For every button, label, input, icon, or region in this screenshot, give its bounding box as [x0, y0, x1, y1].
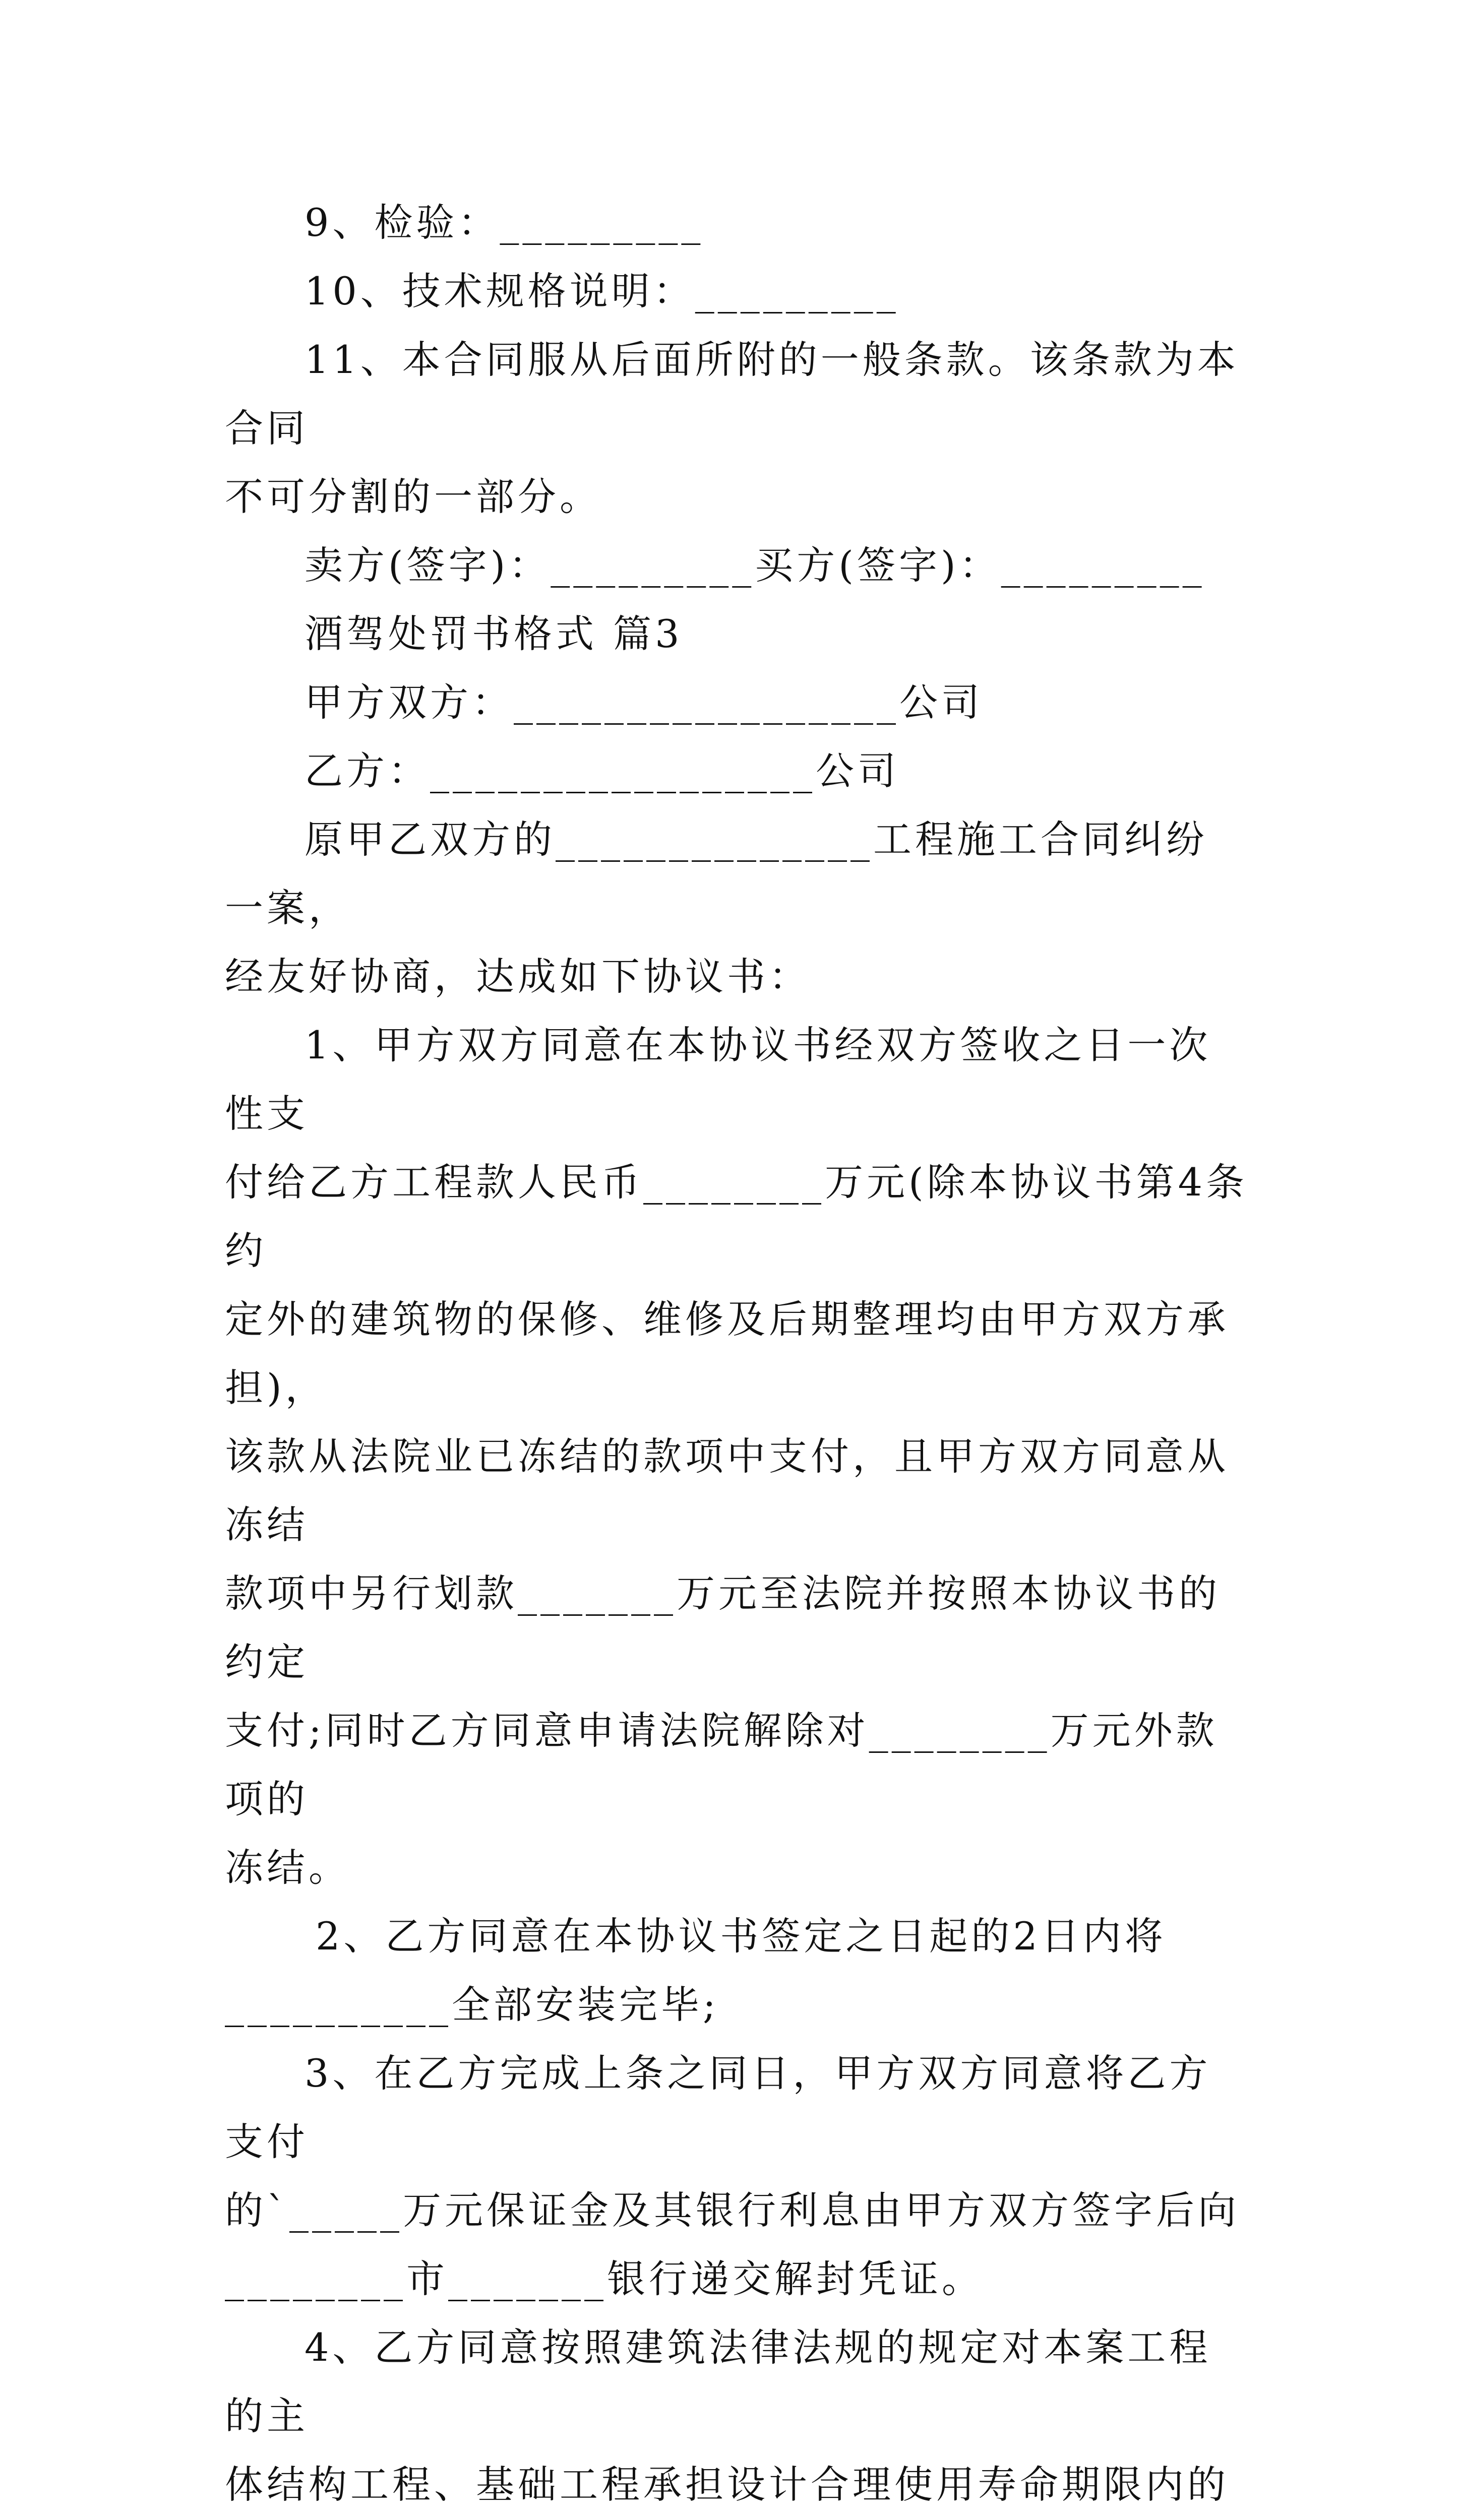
signature-text: 卖方(签字)：_________买方(签字)：_________: [305, 543, 1205, 588]
party-b-line: [225, 737, 1248, 805]
clause-11-line-1: 11、本合同服从后面所附的一般条款。该条款为本合同: [225, 337, 1239, 451]
clause-10-text: 10、技术规格说明：_________: [305, 269, 899, 313]
clause-4-line-2: 体结构工程、基础工程承担设计合理使用寿命期限内的: [225, 2462, 1229, 2507]
clause-11-general-terms: [225, 326, 1248, 531]
clause-1-paragraph: [225, 1011, 1248, 1902]
clause-1-line-2: 付给乙方工程款人民币________万元(除本协议书第4条约: [225, 1160, 1248, 1273]
clause-11-line-2: 不可分割的一部分。: [225, 474, 601, 519]
clause-1-line-5: 款项中另行划款_______万元至法院并按照本协议书的约定: [225, 1571, 1221, 1684]
clause-3-line-1: 3、在乙方完成上条之同日，甲方双方同意将乙方支付: [225, 2051, 1211, 2164]
clause-1-line-1: 1、甲方双方同意在本协议书经双方签收之日一次性支: [225, 1023, 1211, 1136]
section-heading: [225, 600, 1248, 668]
section-heading-text: 酒驾处罚书格式 篇3: [305, 611, 683, 656]
preamble-paragraph: [225, 805, 1248, 1011]
clause-9-text: 9、检验：_________: [305, 200, 704, 245]
party-a-line: [225, 668, 1248, 737]
clause-4-paragraph: [225, 2313, 1248, 2520]
clause-9-inspection: [225, 188, 1248, 257]
party-a-text: 甲方双方：_________________公司: [305, 680, 983, 725]
preamble-line-1: 原甲乙双方的______________工程施工合同纠纷一案，: [225, 817, 1208, 930]
clause-1-line-6: 支付;同时乙方同意申请法院解除对________万元外款项的: [225, 1708, 1218, 1821]
clause-10-tech-spec: [225, 257, 1248, 326]
clause-3-paragraph: [225, 2039, 1248, 2313]
clause-1-line-3: 定外的建筑物的保修、维修及后期整理均由甲方双方承担)，: [225, 1297, 1229, 1410]
clause-3-line-2: 的`_____万元保证金及其银行利息由甲方双方签字后向: [225, 2188, 1240, 2233]
document-body: [225, 188, 1248, 2520]
clause-1-line-4: 该款从法院业已冻结的款项中支付，且甲方双方同意从冻结: [225, 1434, 1229, 1547]
clause-3-line-3: ________市_______银行递交解封凭证。: [225, 2256, 984, 2301]
preamble-line-2: 经友好协商，达成如下协议书：: [225, 954, 811, 999]
clause-2-line-2: __________全部安装完毕;: [225, 1982, 719, 2027]
party-b-text: 乙方：_________________公司: [305, 748, 899, 793]
clause-1-line-7: 冻结。: [225, 1845, 350, 1890]
clause-4-line-1: 4、乙方同意按照建筑法律法规的规定对本案工程的主: [225, 2325, 1211, 2438]
clause-2-paragraph: [225, 1902, 1248, 2039]
clause-2-line-1: 2、乙方同意在本协议书签定之日起的2日内将: [316, 1914, 1167, 1959]
signature-line: [225, 531, 1248, 600]
